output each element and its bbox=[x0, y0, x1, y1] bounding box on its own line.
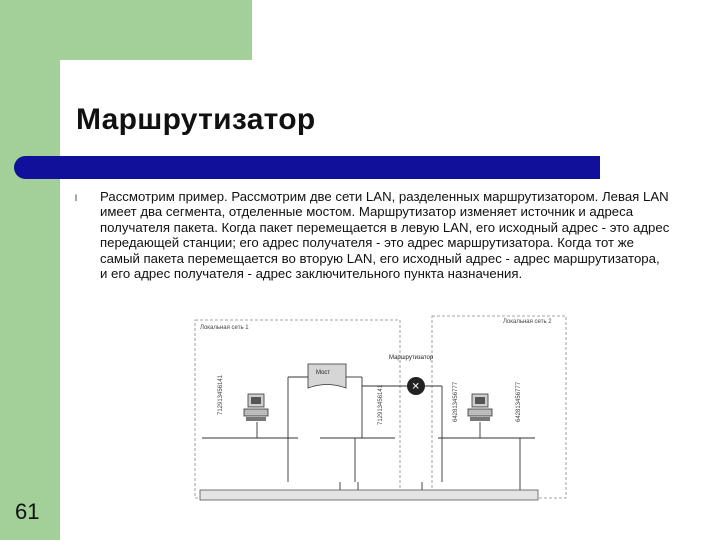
address-label: 712913456141 bbox=[378, 384, 384, 425]
address-label: 712913456141 bbox=[218, 374, 224, 415]
bridge-icon bbox=[308, 364, 346, 388]
router-label: Маршрутизатор bbox=[389, 355, 434, 361]
network-diagram bbox=[190, 310, 570, 510]
lan1-area bbox=[195, 320, 400, 498]
bottom-bus bbox=[200, 490, 538, 500]
bridge-label: Мост bbox=[316, 370, 331, 376]
lan1-label: Локальная сеть 1 bbox=[200, 325, 249, 331]
bullet-marker: l bbox=[75, 193, 77, 203]
title-underline-bar bbox=[14, 156, 600, 179]
address-label: 642813456777 bbox=[453, 381, 459, 422]
slide-number: 61 bbox=[15, 499, 40, 524]
slide-title: Маршрутизатор bbox=[76, 103, 316, 136]
green-frame-side bbox=[0, 0, 60, 540]
router-cross-icon: ✕ bbox=[411, 381, 420, 393]
computer-icon bbox=[244, 394, 268, 421]
slide-body-text: Рассмотрим пример. Рассмотрим две сети LAN, разделенных маршрутизатором. Левая LAN имеет два сегмента, отделенные мостом. Маршрутизатор изменяет источник и адреса получателя пакета. Когда пакет перемещается в левую LAN, его исходный адрес - это адрес передающей станции; его адрес получателя - это адрес маршрутизатора. Когда тот же самый пакета перемещается во вторую LAN, его исходный адрес - адрес маршрутизатора, и его адрес получателя - адрес заключительного пункта назначения. bbox=[100, 189, 670, 282]
address-label: 642813456777 bbox=[516, 381, 522, 422]
lan2-label: Локальная сеть 2 bbox=[503, 319, 552, 325]
computer-icon bbox=[468, 394, 492, 421]
